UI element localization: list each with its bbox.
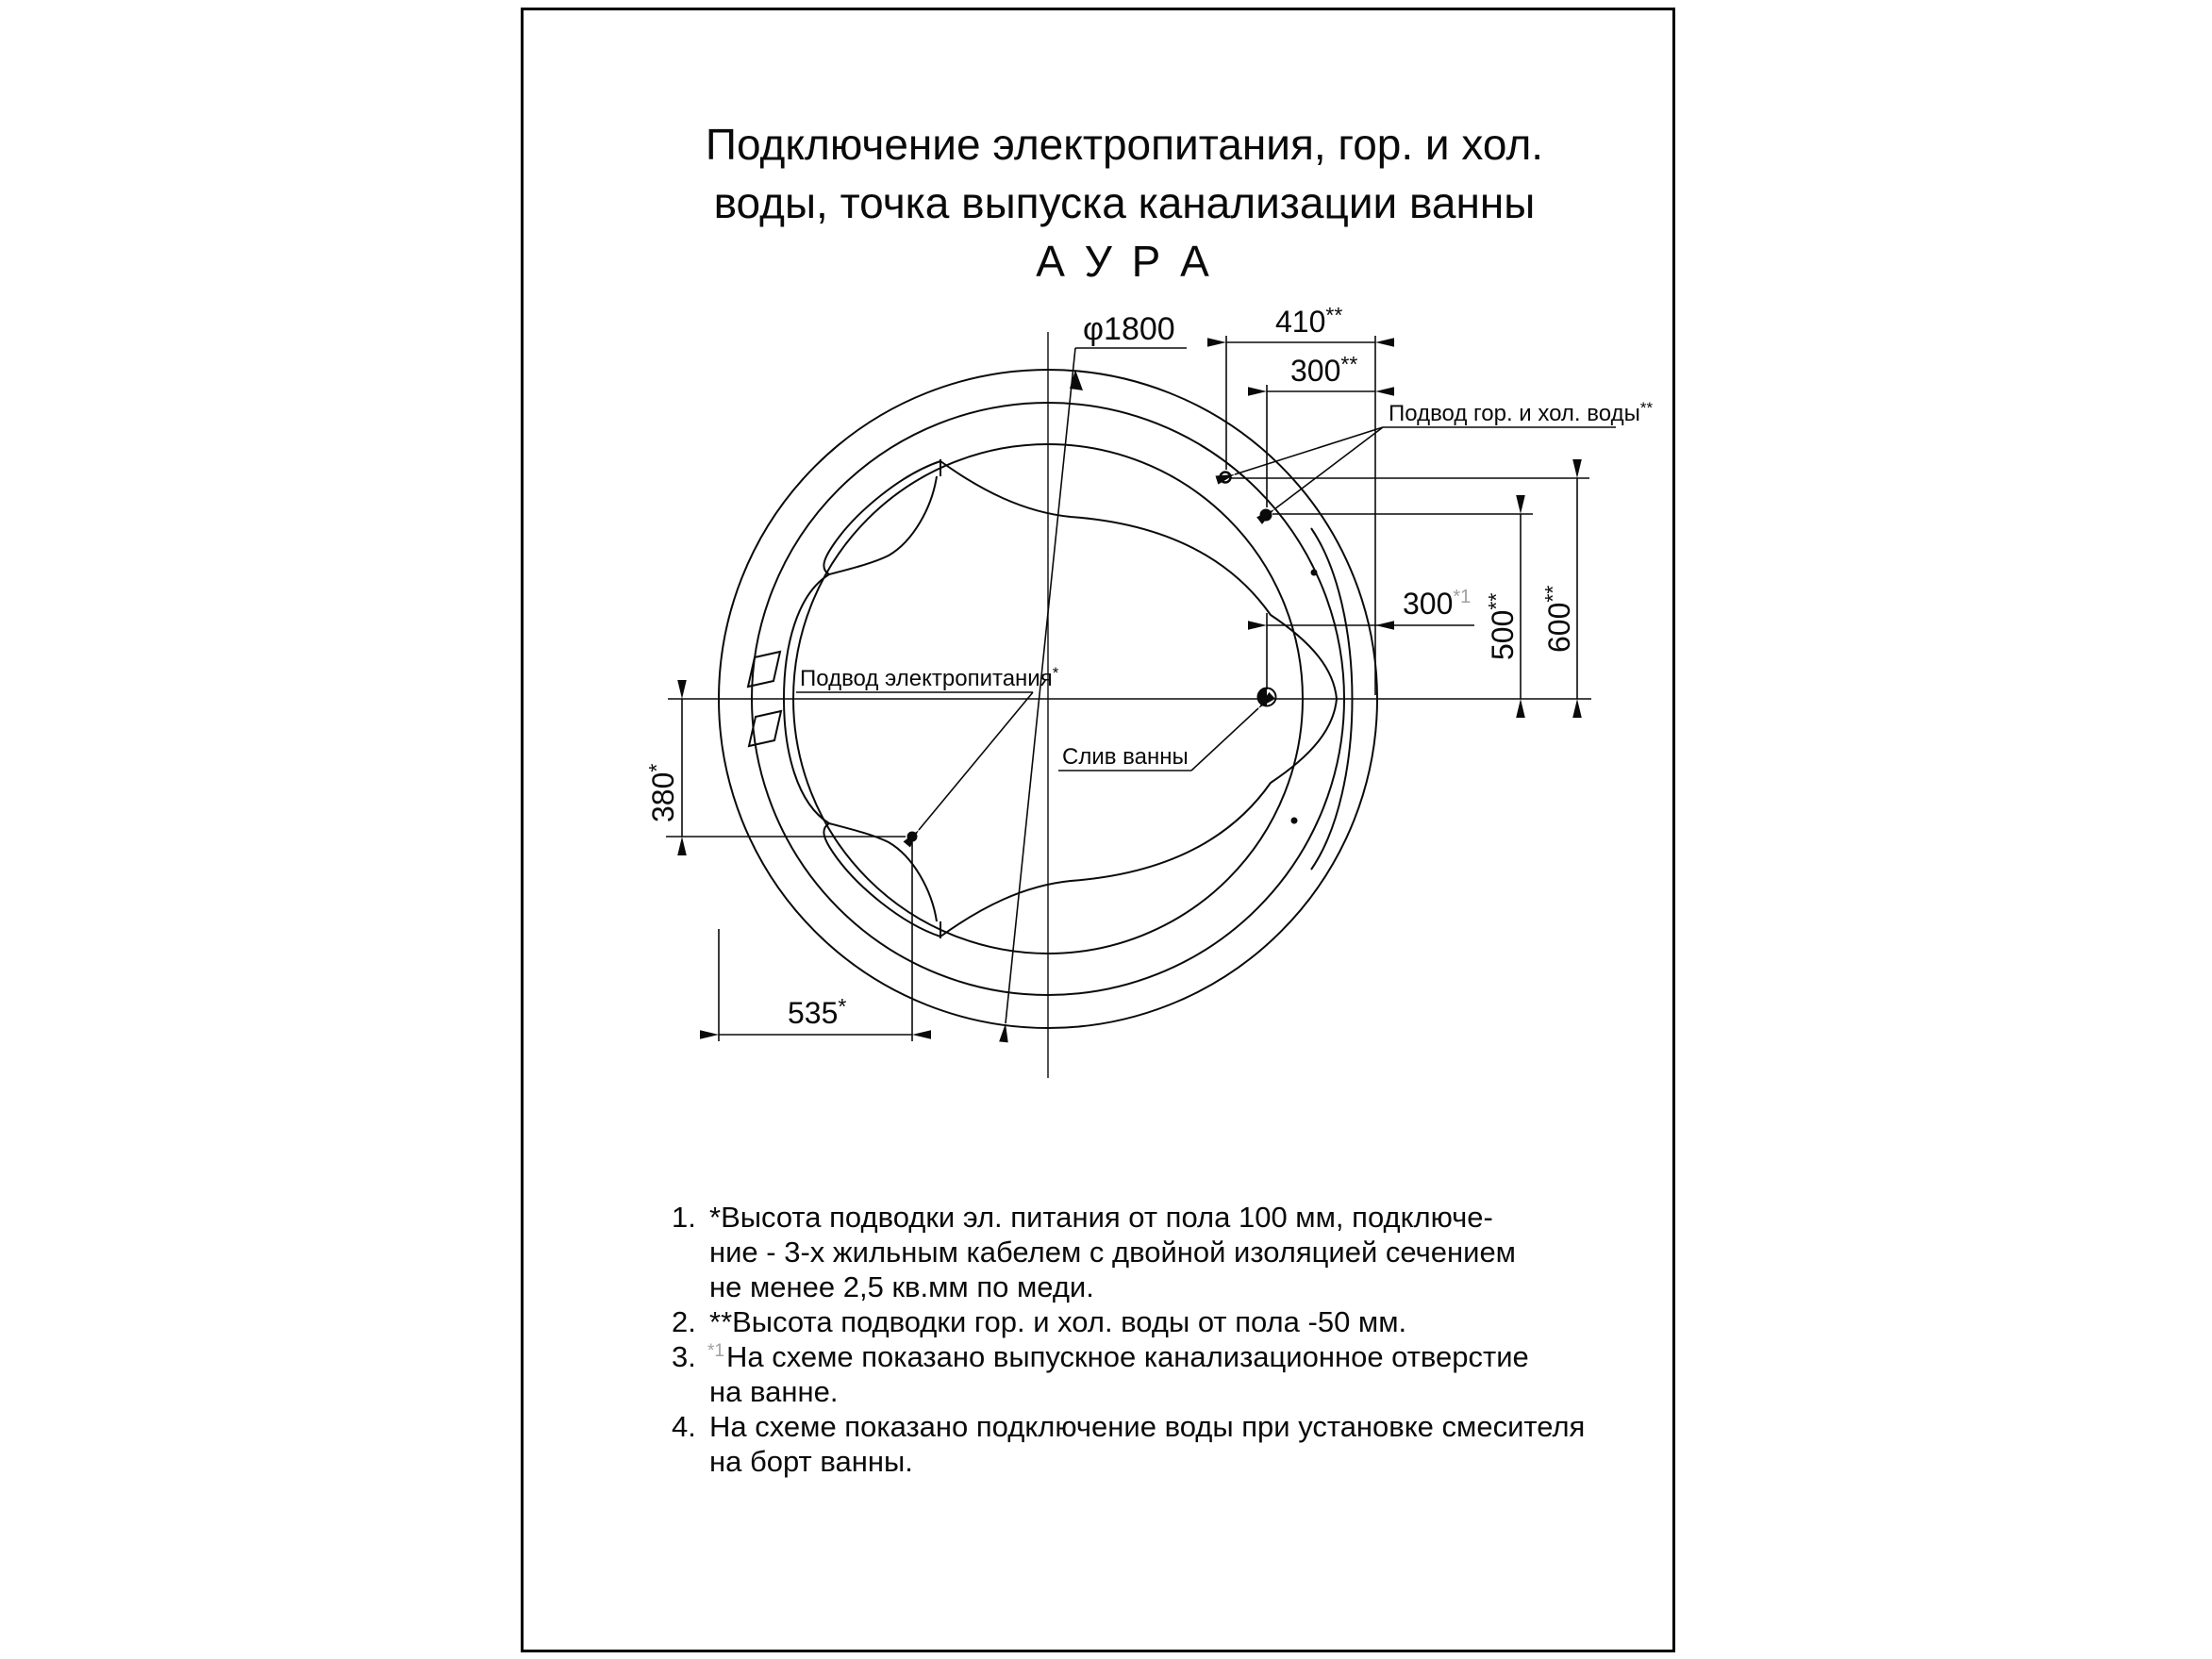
note-line bbox=[672, 1339, 1585, 1374]
water-leader-lower bbox=[1274, 427, 1383, 509]
power-supply-point bbox=[907, 832, 918, 842]
water-supply-label: Подвод гор. и хол. воды** bbox=[1389, 399, 1654, 426]
power-supply-callout bbox=[796, 664, 1059, 830]
note-text: ние - 3-х жильным кабелем с двойной изоляцией сечением bbox=[709, 1236, 1516, 1269]
note-number: 2. bbox=[672, 1305, 696, 1338]
dim-380-label: 380* bbox=[644, 763, 680, 822]
note-text: На схеме показано подключение воды при установке смесителя bbox=[709, 1410, 1586, 1443]
note-number bbox=[672, 1444, 707, 1479]
water-supply-point-upper bbox=[1221, 473, 1231, 483]
note-number: 1. bbox=[672, 1201, 696, 1234]
note-text: **Высота подводки гор. и хол. воды от пола -50 мм. bbox=[709, 1305, 1407, 1338]
water-supply-point-lower bbox=[1260, 509, 1272, 522]
dim-500-label: 500** bbox=[1484, 592, 1520, 660]
drain-leader bbox=[1191, 708, 1258, 771]
note-text: на ванне. bbox=[709, 1375, 839, 1408]
note-number bbox=[672, 1269, 707, 1304]
dim-300-drain-label: 300$^{*1}$ bbox=[1403, 587, 1472, 621]
dim-600 bbox=[1540, 478, 1577, 699]
water-leader-upper bbox=[1235, 427, 1383, 474]
drain-symbol bbox=[1258, 688, 1276, 706]
center-lines bbox=[668, 332, 1591, 1078]
title-line-2: воды, точка выпуска канализации ванны bbox=[713, 178, 1536, 227]
note-text: На схеме показано выпускное канализационное отверстие bbox=[725, 1340, 1529, 1373]
dim-300-top-label: 300** bbox=[1290, 352, 1358, 388]
basin-bottom-edge bbox=[940, 699, 1337, 937]
jet-nozzle-lower bbox=[749, 711, 781, 746]
note-line bbox=[672, 1409, 1585, 1444]
basin-top-edge bbox=[940, 461, 1337, 699]
drain-label: Слив ванны bbox=[1062, 744, 1189, 770]
note-line bbox=[672, 1200, 1585, 1235]
water-supply-callout bbox=[1235, 399, 1653, 509]
connection-points bbox=[907, 473, 1276, 842]
note-line bbox=[672, 1444, 1585, 1479]
dim-500 bbox=[1484, 514, 1521, 699]
note-line bbox=[672, 1304, 1585, 1339]
drain-callout bbox=[1058, 708, 1258, 771]
note-line bbox=[672, 1374, 1585, 1409]
dim-300-top bbox=[1267, 352, 1375, 507]
dim-535 bbox=[719, 842, 912, 1041]
note-number bbox=[672, 1235, 707, 1269]
headrest-upper-inner bbox=[829, 476, 937, 574]
right-reference-lines bbox=[1231, 478, 1589, 514]
note-line bbox=[672, 1269, 1585, 1304]
note-marker: *1 bbox=[707, 1341, 724, 1361]
note-text: *Высота подводки эл. питания от пола 100 мм, подключе- bbox=[709, 1201, 1493, 1234]
note-number: 3. bbox=[672, 1340, 696, 1373]
diameter-label: φ1800 bbox=[1083, 311, 1175, 347]
power-supply-label: Подвод электропитания* bbox=[800, 664, 1059, 691]
note-line bbox=[672, 1235, 1585, 1269]
headrest-lower-inner bbox=[829, 823, 937, 921]
note-text: не менее 2,5 кв.мм по меди. bbox=[709, 1270, 1094, 1303]
jet-dot-upper bbox=[1312, 571, 1317, 575]
note-text: на борт ванны. bbox=[709, 1445, 913, 1478]
jet-dot-lower bbox=[1292, 819, 1297, 823]
dim-600-label: 600** bbox=[1540, 585, 1576, 653]
title-line-3: А У Р А bbox=[1036, 237, 1213, 286]
dim-535-label: 535* bbox=[788, 994, 847, 1030]
title-line-1: Подключение электропитания, гор. и хол. bbox=[705, 120, 1544, 169]
notes-block bbox=[672, 1200, 1585, 1479]
note-number bbox=[672, 1374, 707, 1409]
dim-410-label: 410** bbox=[1275, 303, 1343, 339]
note-number: 4. bbox=[672, 1410, 696, 1443]
power-leader bbox=[919, 692, 1033, 830]
